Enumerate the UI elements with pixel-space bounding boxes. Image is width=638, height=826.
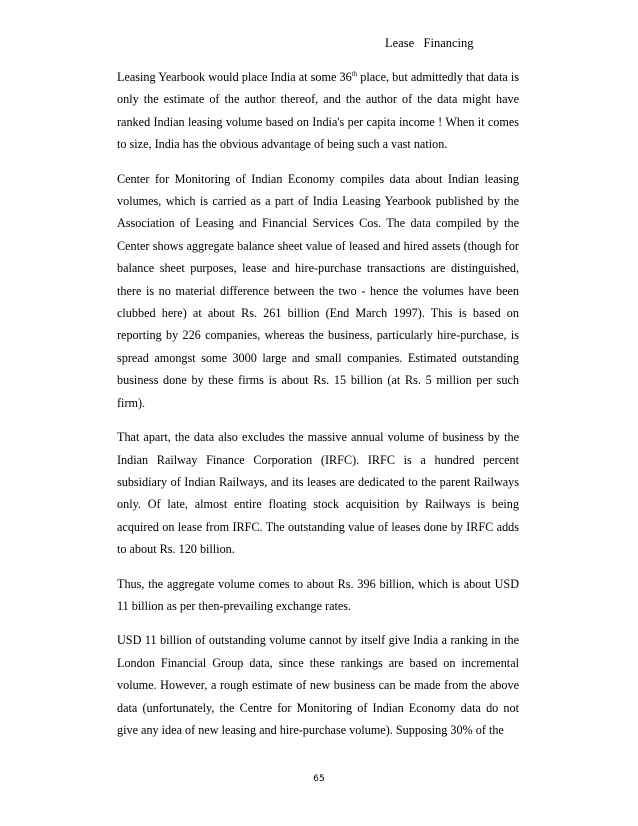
paragraph-ranking-estimate: USD 11 billion of outstanding volume cannot by itself give India a ranking in the London Financial Group data, since these rankings are based on incremental volume. However, a rough estimate of new business can be made from the above data (unfortunately, the Centre for Monitoring of Indian Economy data do not give any idea of new leasing and hire-purchase volume). Supposing 30% of the	[117, 633, 519, 737]
ordinal-suffix: th	[351, 69, 358, 78]
paragraph-text: Leasing Yearbook would place India at some 36	[117, 70, 352, 84]
body-text	[117, 66, 519, 753]
running-header: Lease Financing	[385, 36, 474, 50]
paragraph-irfc: That apart, the data also excludes the massive annual volume of business by the Indian Railway Finance Corporation (IRFC). IRFC is a hundred percent subsidiary of Indian Railways, and its leases are dedicated to the parent Railways only. Of late, almost entire floating stock acquisition by Railways is being acquired on lease from IRFC. The outstanding value of leases done by IRFC adds to about Rs. 120 billion.	[117, 430, 519, 557]
paragraph-aggregate-volume: Thus, the aggregate volume comes to about Rs. 396 billion, which is about USD 11 billion as per then-prevailing exchange rates.	[117, 576, 519, 613]
paragraph-cmie-data: Center for Monitoring of Indian Economy compiles data about Indian leasing volumes, which is carried as a part of India Leasing Yearbook published by the Association of Leasing and Financial Services Cos. The data compiled by the Center shows aggregate balance sheet value of leased and hired assets (though for balance sheet purposes, lease and hire-purchase transactions are distinguished, there is no material difference between the two - hence the volumes have been clubbed here) at about Rs. 261 billion (End March 1997). This is based on reporting by 226 companies, whereas the business, particularly hire-purchase, is spread amongst some 3000 large and small companies. Estimated outstanding business done by these firms is about Rs. 15 billion (at Rs. 5 million per such firm).	[117, 171, 519, 410]
page-number: 65	[313, 774, 325, 784]
paragraph-text: place, but admittedly that data is only the estimate of the author thereof, and the author of the data might have ranked Indian leasing volume based on India's per capita income ! When it comes to size, India has the obvious advantage of being such a vast nation.	[117, 70, 520, 152]
paragraph-leasing-yearbook	[117, 66, 519, 156]
